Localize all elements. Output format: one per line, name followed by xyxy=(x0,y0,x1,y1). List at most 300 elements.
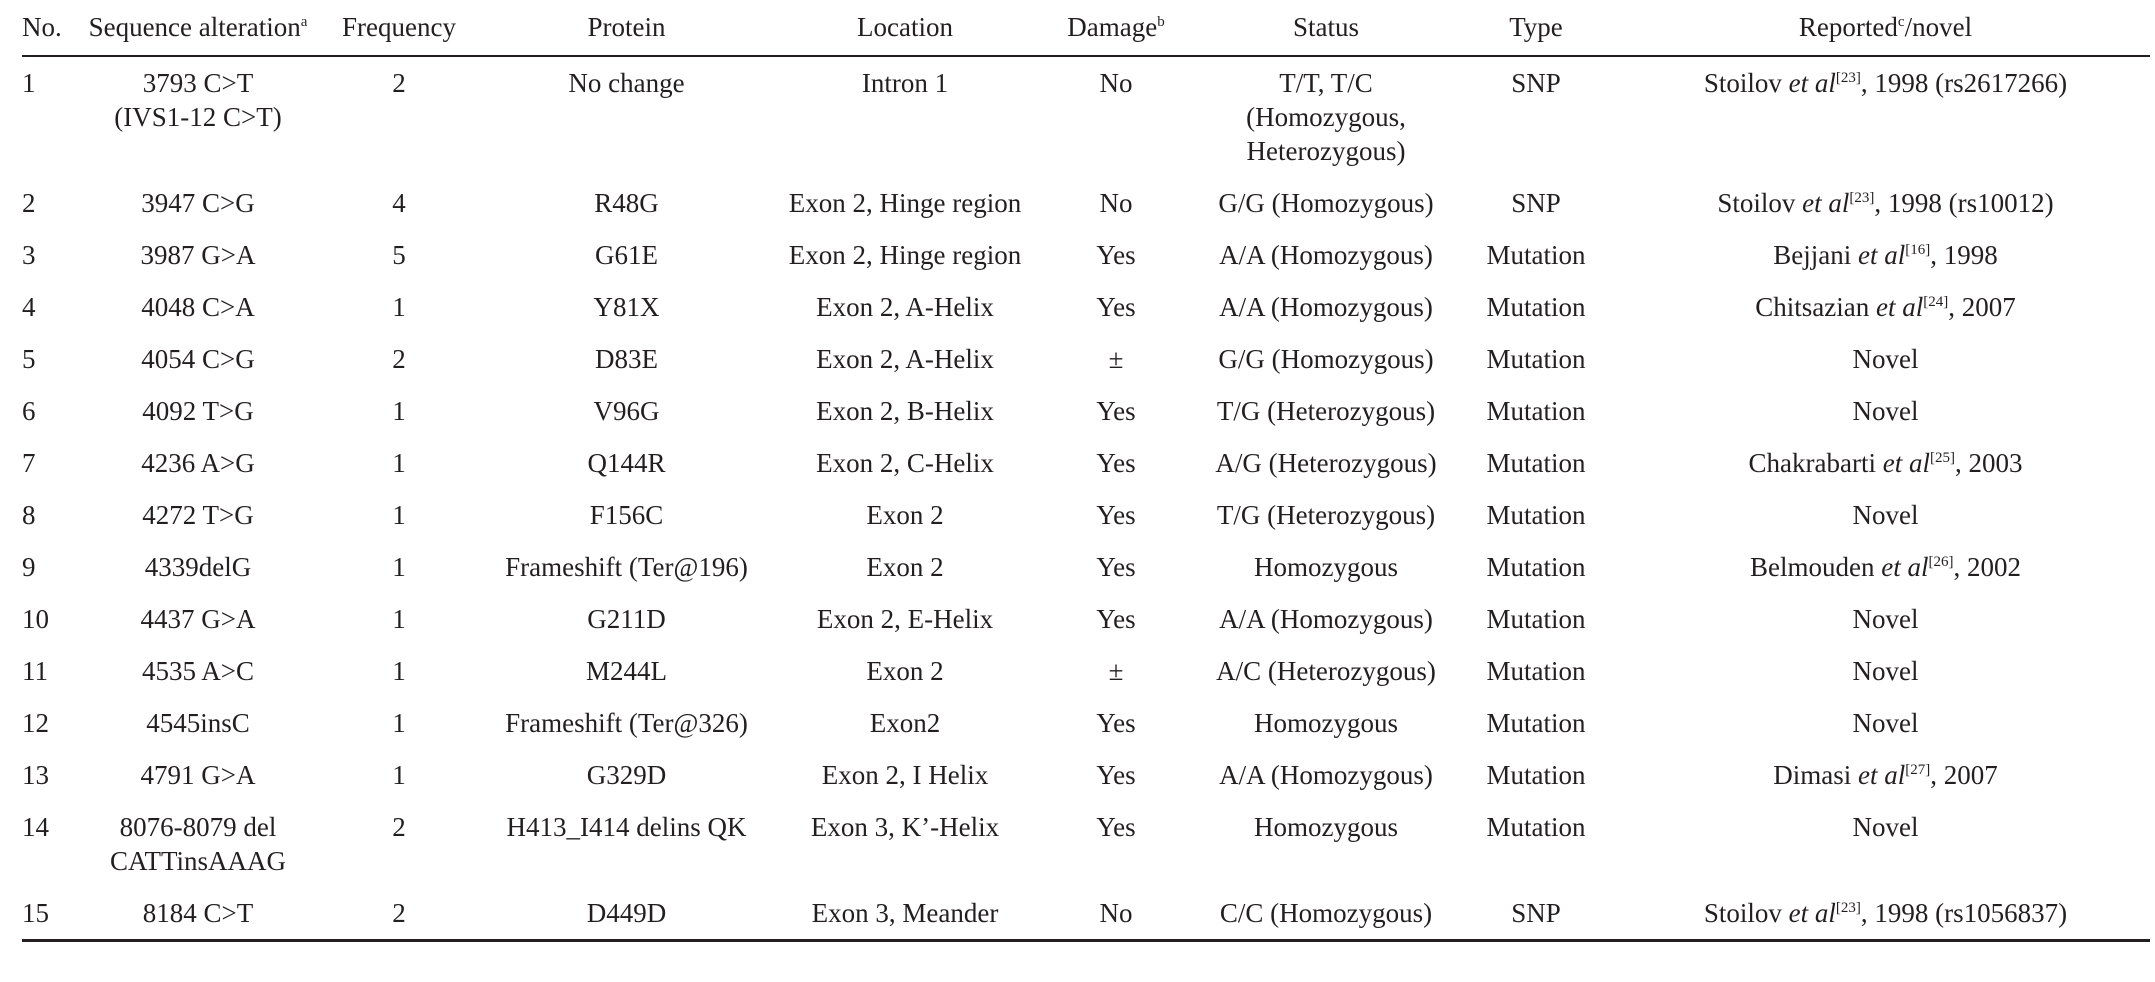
status-text: Homozygous xyxy=(1254,552,1398,582)
frequency-value: 1 xyxy=(392,656,406,686)
cell-reported xyxy=(1621,645,2150,697)
row-number: 2 xyxy=(22,188,36,218)
location-text: Exon 2, A-Helix xyxy=(816,344,994,374)
cell-frequency xyxy=(324,333,474,385)
cell-damage xyxy=(1031,437,1201,489)
reported-et-al: et al xyxy=(1857,240,1906,270)
cell-protein xyxy=(474,437,779,489)
location-text: Exon 2, C-Helix xyxy=(816,448,994,478)
cell-no xyxy=(22,645,72,697)
row-number: 8 xyxy=(22,500,36,530)
table-row xyxy=(22,333,2150,385)
cell-type xyxy=(1451,541,1621,593)
cell-no xyxy=(22,887,72,941)
cell-reported xyxy=(1621,385,2150,437)
status-text: T/G (Heterozygous) xyxy=(1216,500,1436,530)
cell-status xyxy=(1201,489,1451,541)
cell-no xyxy=(22,801,72,887)
row-number: 14 xyxy=(22,812,49,842)
cell-damage xyxy=(1031,385,1201,437)
mutation-table xyxy=(22,0,2150,942)
frequency-value: 1 xyxy=(392,448,406,478)
row-number: 5 xyxy=(22,344,36,374)
sequence-alteration-text: 8184 C>T xyxy=(142,898,254,928)
protein-text: V96G xyxy=(593,396,660,426)
cell-protein xyxy=(474,697,779,749)
sequence-alteration-text: 4092 T>G xyxy=(142,396,254,426)
type-value: Mutation xyxy=(1486,760,1586,790)
cell-sequence-alteration xyxy=(72,281,324,333)
cell-frequency xyxy=(324,489,474,541)
sequence-alteration-text: 4437 G>A xyxy=(140,604,256,634)
frequency-value: 2 xyxy=(392,898,406,928)
cell-sequence-alteration xyxy=(72,333,324,385)
cell-type xyxy=(1451,645,1621,697)
row-number: 12 xyxy=(22,708,49,738)
status-text: T/T, T/C (Homozygous, xyxy=(1246,68,1406,132)
cell-location xyxy=(779,437,1031,489)
cell-no xyxy=(22,437,72,489)
cell-status xyxy=(1201,229,1451,281)
cell-frequency xyxy=(324,645,474,697)
cell-sequence-alteration xyxy=(72,177,324,229)
damage-value: Yes xyxy=(1096,240,1136,270)
reported-author: Dimasi xyxy=(1773,760,1852,790)
protein-text: M244L xyxy=(586,656,667,686)
row-number: 11 xyxy=(22,656,48,686)
cell-sequence-alteration xyxy=(72,801,324,887)
cell-status xyxy=(1201,541,1451,593)
status-text: A/A (Homozygous) xyxy=(1219,760,1433,790)
reported-text: Novel xyxy=(1852,812,1919,842)
damage-value: Yes xyxy=(1096,396,1136,426)
cell-sequence-alteration xyxy=(72,593,324,645)
cell-location xyxy=(779,697,1031,749)
cell-location xyxy=(779,177,1031,229)
header-reported xyxy=(1621,0,2150,56)
sequence-alteration-text: 3947 C>G xyxy=(141,188,255,218)
cell-reported xyxy=(1621,177,2150,229)
header-footnote-marker: b xyxy=(1157,13,1165,30)
reported-author: Belmouden xyxy=(1750,552,1875,582)
type-value: Mutation xyxy=(1486,500,1586,530)
reported-reference: [24] xyxy=(1923,294,1949,310)
damage-value: No xyxy=(1099,898,1133,928)
damage-value: Yes xyxy=(1096,760,1136,790)
frequency-value: 1 xyxy=(392,760,406,790)
header-label: Type xyxy=(1509,11,1563,42)
cell-type xyxy=(1451,56,1621,177)
cell-status xyxy=(1201,56,1451,177)
cell-reported xyxy=(1621,56,2150,177)
location-text: Exon 3, K’-Helix xyxy=(810,812,1000,842)
cell-reported xyxy=(1621,697,2150,749)
cell-type xyxy=(1451,489,1621,541)
cell-reported xyxy=(1621,333,2150,385)
row-number: 15 xyxy=(22,898,49,928)
header-frequency xyxy=(324,0,474,56)
reported-year: , 1998 (rs2617266) xyxy=(1860,68,2068,98)
sequence-alteration-text: 4545insC xyxy=(146,708,250,738)
cell-protein xyxy=(474,489,779,541)
reported-reference: [27] xyxy=(1905,762,1931,778)
table-header xyxy=(22,0,2150,56)
sequence-alteration-text: CATTinsAAAG xyxy=(109,846,287,876)
cell-sequence-alteration xyxy=(72,385,324,437)
cell-sequence-alteration xyxy=(72,887,324,941)
cell-type xyxy=(1451,887,1621,941)
table-row xyxy=(22,887,2150,941)
cell-location xyxy=(779,229,1031,281)
type-value: Mutation xyxy=(1486,240,1586,270)
location-text: Exon 3, Meander xyxy=(811,898,999,928)
cell-location xyxy=(779,887,1031,941)
type-value: SNP xyxy=(1511,68,1561,98)
location-text: Exon 2, I Helix xyxy=(821,760,989,790)
header-footnote-marker: a xyxy=(300,13,308,30)
cell-status xyxy=(1201,281,1451,333)
status-text: Homozygous xyxy=(1254,708,1398,738)
cell-damage xyxy=(1031,177,1201,229)
sequence-alteration-text: 4535 A>C xyxy=(142,656,254,686)
reported-et-al: et al xyxy=(1802,188,1850,218)
header-footnote-marker: c xyxy=(1897,13,1905,30)
cell-location xyxy=(779,56,1031,177)
reported-year: , 2007 xyxy=(1930,760,1998,790)
status-text: A/A (Homozygous) xyxy=(1219,604,1433,634)
reported-text: Novel xyxy=(1852,396,1919,426)
header-label: Frequency xyxy=(342,11,456,42)
cell-frequency xyxy=(324,887,474,941)
cell-type xyxy=(1451,385,1621,437)
table-row xyxy=(22,229,2150,281)
status-text: Homozygous xyxy=(1254,812,1398,842)
damage-value: Yes xyxy=(1096,292,1136,322)
protein-text: F156C xyxy=(589,500,664,530)
type-value: Mutation xyxy=(1486,552,1586,582)
cell-no xyxy=(22,385,72,437)
cell-frequency xyxy=(324,385,474,437)
cell-frequency xyxy=(324,801,474,887)
table-row xyxy=(22,541,2150,593)
header-label-suffix: /novel xyxy=(1904,11,1973,42)
table-row xyxy=(22,56,2150,177)
cell-no xyxy=(22,333,72,385)
location-text: Exon2 xyxy=(869,708,941,738)
cell-frequency xyxy=(324,56,474,177)
cell-location xyxy=(779,541,1031,593)
protein-text: Q144R xyxy=(587,448,666,478)
header-label: Location xyxy=(857,11,953,42)
cell-frequency xyxy=(324,177,474,229)
cell-no xyxy=(22,281,72,333)
cell-type xyxy=(1451,593,1621,645)
cell-frequency xyxy=(324,281,474,333)
frequency-value: 2 xyxy=(392,344,406,374)
reported-year: , 2007 xyxy=(1948,292,2016,322)
reported-author: Stoilov xyxy=(1717,188,1796,218)
cell-location xyxy=(779,593,1031,645)
location-text: Exon 2 xyxy=(866,656,944,686)
header-label: Reported xyxy=(1798,11,1898,42)
cell-reported xyxy=(1621,801,2150,887)
frequency-value: 2 xyxy=(392,68,406,98)
cell-sequence-alteration xyxy=(72,229,324,281)
type-value: SNP xyxy=(1511,188,1561,218)
table-row xyxy=(22,697,2150,749)
cell-protein xyxy=(474,801,779,887)
reported-et-al: et al xyxy=(1881,552,1929,582)
damage-value: No xyxy=(1099,68,1133,98)
frequency-value: 1 xyxy=(392,604,406,634)
header-label: No. xyxy=(22,11,62,42)
cell-status xyxy=(1201,645,1451,697)
cell-status xyxy=(1201,333,1451,385)
row-number: 13 xyxy=(22,760,49,790)
cell-damage xyxy=(1031,749,1201,801)
cell-protein xyxy=(474,645,779,697)
status-text: A/A (Homozygous) xyxy=(1219,240,1433,270)
cell-type xyxy=(1451,801,1621,887)
cell-frequency xyxy=(324,593,474,645)
sequence-alteration-text: (IVS1-12 C>T) xyxy=(114,102,282,132)
cell-protein xyxy=(474,887,779,941)
cell-no xyxy=(22,56,72,177)
reported-author: Bejjani xyxy=(1773,240,1852,270)
cell-sequence-alteration xyxy=(72,541,324,593)
row-number: 7 xyxy=(22,448,36,478)
damage-value: Yes xyxy=(1096,500,1136,530)
type-value: Mutation xyxy=(1486,812,1586,842)
header-protein xyxy=(474,0,779,56)
reported-year: , 1998 (rs10012) xyxy=(1874,188,2054,218)
type-value: Mutation xyxy=(1486,344,1586,374)
cell-location xyxy=(779,749,1031,801)
frequency-value: 2 xyxy=(392,812,406,842)
cell-protein xyxy=(474,749,779,801)
header-sequence-alteration xyxy=(72,0,324,56)
status-text: Heterozygous) xyxy=(1246,136,1406,166)
type-value: Mutation xyxy=(1486,604,1586,634)
cell-protein xyxy=(474,177,779,229)
sequence-alteration-text: 3793 C>T xyxy=(142,68,254,98)
location-text: Exon 2 xyxy=(866,500,944,530)
reported-reference: [23] xyxy=(1849,190,1875,206)
type-value: SNP xyxy=(1511,898,1561,928)
status-text: C/C (Homozygous) xyxy=(1219,898,1433,928)
cell-frequency xyxy=(324,697,474,749)
cell-reported xyxy=(1621,281,2150,333)
sequence-alteration-text: 8076-8079 del xyxy=(119,812,277,842)
cell-no xyxy=(22,177,72,229)
cell-status xyxy=(1201,749,1451,801)
cell-damage xyxy=(1031,697,1201,749)
type-value: Mutation xyxy=(1486,448,1586,478)
cell-damage xyxy=(1031,489,1201,541)
cell-status xyxy=(1201,593,1451,645)
cell-damage xyxy=(1031,56,1201,177)
frequency-value: 1 xyxy=(392,708,406,738)
row-number: 4 xyxy=(22,292,36,322)
cell-protein xyxy=(474,385,779,437)
cell-damage xyxy=(1031,887,1201,941)
type-value: Mutation xyxy=(1486,292,1586,322)
table-row xyxy=(22,489,2150,541)
header-label: Sequence alteration xyxy=(88,11,301,42)
cell-reported xyxy=(1621,229,2150,281)
reported-reference: [26] xyxy=(1928,554,1954,570)
cell-location xyxy=(779,333,1031,385)
cell-sequence-alteration xyxy=(72,437,324,489)
damage-value: Yes xyxy=(1096,812,1136,842)
cell-type xyxy=(1451,229,1621,281)
row-number: 10 xyxy=(22,604,49,634)
damage-value: Yes xyxy=(1096,448,1136,478)
type-value: Mutation xyxy=(1486,396,1586,426)
cell-frequency xyxy=(324,749,474,801)
reported-text: Novel xyxy=(1852,500,1919,530)
cell-no xyxy=(22,697,72,749)
frequency-value: 4 xyxy=(392,188,406,218)
cell-sequence-alteration xyxy=(72,749,324,801)
cell-damage xyxy=(1031,645,1201,697)
cell-protein xyxy=(474,593,779,645)
reported-text: Novel xyxy=(1852,344,1919,374)
cell-type xyxy=(1451,437,1621,489)
reported-et-al: et al xyxy=(1788,68,1836,98)
reported-et-al: et al xyxy=(1788,898,1836,928)
header-status xyxy=(1201,0,1451,56)
reported-author: Chakrabarti xyxy=(1748,448,1876,478)
damage-value: ± xyxy=(1108,656,1124,686)
location-text: Intron 1 xyxy=(861,68,949,98)
table-row xyxy=(22,437,2150,489)
table-row xyxy=(22,177,2150,229)
cell-protein xyxy=(474,56,779,177)
reported-author: Chitsazian xyxy=(1755,292,1870,322)
cell-reported xyxy=(1621,749,2150,801)
cell-damage xyxy=(1031,801,1201,887)
cell-location xyxy=(779,801,1031,887)
reported-year: , 2002 xyxy=(1953,552,2021,582)
reported-reference: [23] xyxy=(1835,70,1861,86)
protein-text: G211D xyxy=(587,604,666,634)
table-row xyxy=(22,645,2150,697)
protein-text: D83E xyxy=(595,344,658,374)
frequency-value: 1 xyxy=(392,396,406,426)
protein-text: H413_I414 delins QK xyxy=(506,812,747,842)
reported-year: , 2003 xyxy=(1954,448,2023,478)
table-row xyxy=(22,801,2150,887)
cell-status xyxy=(1201,177,1451,229)
cell-sequence-alteration xyxy=(72,697,324,749)
table-row xyxy=(22,385,2150,437)
status-text: A/G (Heterozygous) xyxy=(1215,448,1437,478)
reported-et-al: et al xyxy=(1858,760,1906,790)
protein-text: No change xyxy=(568,68,685,98)
location-text: Exon 2 xyxy=(866,552,944,582)
reported-year: , 1998 (rs1056837) xyxy=(1860,898,2068,928)
table-row xyxy=(22,593,2150,645)
status-text: T/G (Heterozygous) xyxy=(1216,396,1436,426)
damage-value: Yes xyxy=(1096,708,1136,738)
cell-reported xyxy=(1621,887,2150,941)
location-text: Exon 2, E-Helix xyxy=(816,604,994,634)
header-location xyxy=(779,0,1031,56)
table-row xyxy=(22,749,2150,801)
row-number: 9 xyxy=(22,552,36,582)
header-type xyxy=(1451,0,1621,56)
cell-location xyxy=(779,489,1031,541)
protein-text: G61E xyxy=(595,240,658,270)
cell-location xyxy=(779,385,1031,437)
cell-damage xyxy=(1031,541,1201,593)
cell-location xyxy=(779,645,1031,697)
row-number: 1 xyxy=(22,68,36,98)
cell-damage xyxy=(1031,229,1201,281)
damage-value: Yes xyxy=(1096,604,1136,634)
mutation-table-container xyxy=(22,0,2150,942)
cell-type xyxy=(1451,281,1621,333)
cell-status xyxy=(1201,697,1451,749)
cell-protein xyxy=(474,281,779,333)
cell-no xyxy=(22,749,72,801)
sequence-alteration-text: 4272 T>G xyxy=(142,500,254,530)
protein-text: R48G xyxy=(594,188,659,218)
frequency-value: 1 xyxy=(392,292,406,322)
protein-text: D449D xyxy=(586,898,667,928)
damage-value: No xyxy=(1099,188,1133,218)
status-text: A/C (Heterozygous) xyxy=(1216,656,1436,686)
protein-text: Frameshift (Ter@196) xyxy=(505,552,748,582)
cell-damage xyxy=(1031,281,1201,333)
cell-location xyxy=(779,281,1031,333)
sequence-alteration-text: 4054 C>G xyxy=(141,344,255,374)
cell-frequency xyxy=(324,437,474,489)
cell-status xyxy=(1201,887,1451,941)
frequency-value: 1 xyxy=(392,552,406,582)
table-body xyxy=(22,56,2150,941)
location-text: Exon 2, Hinge region xyxy=(788,188,1022,218)
reported-reference: [16] xyxy=(1905,242,1931,258)
status-text: A/A (Homozygous) xyxy=(1219,292,1433,322)
status-text: G/G (Homozygous) xyxy=(1218,188,1434,218)
header-label: Status xyxy=(1292,11,1359,42)
cell-protein xyxy=(474,541,779,593)
location-text: Exon 2, A-Helix xyxy=(816,292,994,322)
header-no xyxy=(22,0,72,56)
cell-status xyxy=(1201,801,1451,887)
damage-value: ± xyxy=(1108,344,1124,374)
cell-no xyxy=(22,593,72,645)
header-row xyxy=(22,0,2150,56)
protein-text: Frameshift (Ter@326) xyxy=(505,708,748,738)
cell-reported xyxy=(1621,541,2150,593)
reported-year: , 1998 xyxy=(1930,240,1998,270)
location-text: Exon 2, B-Helix xyxy=(816,396,994,426)
protein-text: Y81X xyxy=(593,292,660,322)
cell-no xyxy=(22,541,72,593)
cell-status xyxy=(1201,385,1451,437)
cell-reported xyxy=(1621,593,2150,645)
cell-frequency xyxy=(324,229,474,281)
reported-reference: [23] xyxy=(1835,900,1861,916)
cell-type xyxy=(1451,177,1621,229)
cell-sequence-alteration xyxy=(72,56,324,177)
cell-damage xyxy=(1031,333,1201,385)
reported-et-al: et al xyxy=(1882,448,1930,478)
reported-text: Novel xyxy=(1852,708,1919,738)
